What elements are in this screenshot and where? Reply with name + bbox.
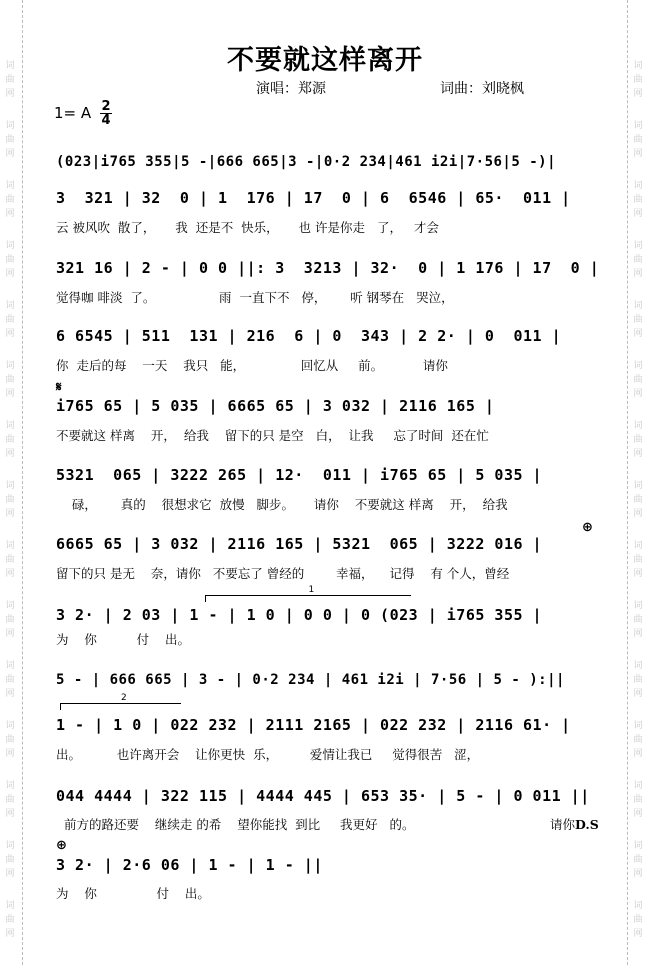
watermark-char: 词 bbox=[633, 661, 643, 671]
notation-row-4: 6 6545 | 511 131 | 216 6 | 0 343 | 2 2· | 0 011 | bbox=[56, 327, 562, 345]
watermark-char: 词 bbox=[5, 901, 15, 911]
notation-row-12: 3 2· | 2·6 06 | 1 - | 1 - || bbox=[56, 856, 323, 874]
second-ending-bracket: 2 bbox=[60, 703, 181, 710]
watermark-char: 网 bbox=[633, 749, 643, 759]
watermark-char: 网 bbox=[5, 929, 15, 939]
watermark-char: 词 bbox=[5, 61, 15, 71]
watermark-char: 网 bbox=[633, 269, 643, 279]
watermark-char: 网 bbox=[633, 209, 643, 219]
ds-lead-lyric: 请你 bbox=[550, 817, 576, 832]
lyric-row-3: 觉得咖 啡淡 了。 雨 一直下不 停， 听 钢琴在 哭泣， bbox=[56, 290, 454, 305]
watermark-char: 词 bbox=[633, 121, 643, 131]
watermark-char: 词 bbox=[633, 721, 643, 731]
watermark-char: 曲 bbox=[633, 195, 643, 205]
watermark-char: 词 bbox=[633, 841, 643, 851]
watermark-char: 词 bbox=[5, 661, 15, 671]
watermark-char: 词 bbox=[5, 301, 15, 311]
watermark-char: 网 bbox=[633, 89, 643, 99]
watermark-char: 网 bbox=[5, 809, 15, 819]
watermark-char: 词 bbox=[5, 541, 15, 551]
watermark-char: 词 bbox=[633, 241, 643, 251]
watermark-char: 曲 bbox=[633, 915, 643, 925]
watermark-char: 网 bbox=[633, 809, 643, 819]
watermark-char: 词 bbox=[5, 361, 15, 371]
notation-row-3: 321 16 | 2 - | 0 0 ||: 3 3213 | 32· 0 | 1 176 | 17 0 | bbox=[56, 259, 600, 277]
watermark-char: 曲 bbox=[5, 795, 15, 805]
time-signature bbox=[100, 100, 112, 127]
watermark-char: 曲 bbox=[5, 495, 15, 505]
watermark-char: 曲 bbox=[5, 255, 15, 265]
watermark-char: 词 bbox=[5, 601, 15, 611]
singer-credit: 演唱：郑源 bbox=[256, 81, 326, 97]
watermark-char: 曲 bbox=[633, 135, 643, 145]
watermark-char: 曲 bbox=[633, 255, 643, 265]
watermark-char: 曲 bbox=[633, 495, 643, 505]
watermark-char: 网 bbox=[5, 509, 15, 519]
coda-sign-1: ⊕ bbox=[582, 520, 593, 535]
notation-row-8: 3 2· | 2 03 | 1 - | 1 0 | 0 0 | 0 (023 | i765 355 | bbox=[56, 606, 543, 624]
left-border bbox=[22, 0, 23, 965]
watermark-char: 词 bbox=[5, 481, 15, 491]
watermark-char: 网 bbox=[5, 749, 15, 759]
watermark-char: 曲 bbox=[633, 795, 643, 805]
watermark-char: 网 bbox=[5, 569, 15, 579]
first-ending-bracket: 1 bbox=[205, 595, 411, 602]
lyric-row-12: 为 你 付 出。 bbox=[56, 886, 210, 901]
notation-row-6: 5321 065 | 3222 265 | 12· 011 | i765 65 | 5 035 | bbox=[56, 466, 543, 484]
watermark-char: 曲 bbox=[633, 375, 643, 385]
watermark-char: 曲 bbox=[5, 195, 15, 205]
lyric-row-7: 留下的只 是无 奈，请你 不要忘了 曾经的 幸福， 记得 有 个人，曾经 bbox=[56, 566, 510, 581]
watermark-char: 词 bbox=[633, 481, 643, 491]
watermark-char: 曲 bbox=[633, 615, 643, 625]
notation-row-5: i765 65 | 5 035 | 6665 65 | 3 032 | 2116 165 | bbox=[56, 397, 495, 415]
watermark-char: 网 bbox=[5, 689, 15, 699]
segno-sign: 𝄋 bbox=[56, 380, 62, 395]
watermark-char: 网 bbox=[5, 389, 15, 399]
watermark-char: 词 bbox=[633, 901, 643, 911]
lyric-row-8: 为 你 付 出。 bbox=[56, 632, 191, 647]
watermark-char: 网 bbox=[633, 689, 643, 699]
watermark-char: 词 bbox=[633, 541, 643, 551]
writer-credit: 词曲：刘晓枫 bbox=[440, 81, 524, 97]
watermark-char: 词 bbox=[5, 421, 15, 431]
watermark-char: 词 bbox=[5, 121, 15, 131]
watermark-char: 网 bbox=[633, 569, 643, 579]
lyric-row-2: 云 被风吹 散了， 我 还是不 快乐， 也 许是你走 了， 才会 bbox=[56, 220, 439, 235]
watermark-char: 曲 bbox=[5, 75, 15, 85]
watermark-char: 词 bbox=[5, 241, 15, 251]
watermark-char: 网 bbox=[633, 929, 643, 939]
watermark-char: 词 bbox=[5, 721, 15, 731]
watermark-char: 词 bbox=[5, 781, 15, 791]
watermark-char: 词 bbox=[5, 841, 15, 851]
watermark-char: 网 bbox=[5, 329, 15, 339]
time-signature-bottom: 4 bbox=[101, 113, 111, 128]
watermark-char: 网 bbox=[5, 209, 15, 219]
notation-row-7: 6665 65 | 3 032 | 2116 165 | 5321 065 | 3222 016 | bbox=[56, 535, 543, 553]
notation-row-11: 044 4444 | 322 115 | 4444 445 | 653 35· | 5 - | 0 011 || bbox=[56, 787, 590, 805]
watermark-char: 词 bbox=[5, 181, 15, 191]
watermark-char: 网 bbox=[5, 869, 15, 879]
lyric-row-6: 碌， 真的 很想求它 放慢 脚步。 请你 不要就这 样离 开， 给我 bbox=[56, 497, 508, 512]
watermark-char: 网 bbox=[5, 89, 15, 99]
watermark-char: 曲 bbox=[5, 315, 15, 325]
ds-label: D.S bbox=[575, 817, 599, 832]
watermark-char: 曲 bbox=[633, 855, 643, 865]
watermark-char: 曲 bbox=[633, 315, 643, 325]
lyric-row-11: 前方的路还要 继续走 的希 望你能找 到比 我更好 的。 bbox=[56, 817, 415, 832]
key-signature: 1= A bbox=[54, 104, 92, 122]
watermark-char: 曲 bbox=[5, 135, 15, 145]
watermark-char: 词 bbox=[633, 781, 643, 791]
watermark-char: 曲 bbox=[633, 75, 643, 85]
watermark-char: 曲 bbox=[633, 735, 643, 745]
watermark-char: 网 bbox=[633, 329, 643, 339]
watermark-char: 词 bbox=[633, 601, 643, 611]
watermark-char: 词 bbox=[633, 421, 643, 431]
coda-sign-2: ⊕ bbox=[56, 838, 67, 853]
watermark-char: 网 bbox=[633, 149, 643, 159]
watermark-char: 曲 bbox=[5, 435, 15, 445]
time-signature-top: 2 bbox=[101, 99, 111, 114]
watermark-char: 网 bbox=[5, 269, 15, 279]
watermark-char: 网 bbox=[633, 629, 643, 639]
watermark-char: 曲 bbox=[5, 555, 15, 565]
right-border bbox=[627, 0, 628, 965]
watermark-char: 曲 bbox=[633, 675, 643, 685]
watermark-char: 曲 bbox=[5, 675, 15, 685]
lyric-row-5: 不要就这 样离 开， 给我 留下的只 是空 白， 让我 忘了时间 还在忙 bbox=[56, 428, 489, 443]
watermark-char: 网 bbox=[5, 449, 15, 459]
watermark-char: 曲 bbox=[5, 855, 15, 865]
watermark-char: 曲 bbox=[5, 615, 15, 625]
notation-row-9: 5 - | 666 665 | 3 - | 0·2 234 | 461 i2i | 7·56 | 5 - ):|| bbox=[56, 672, 565, 688]
watermark-char: 网 bbox=[633, 449, 643, 459]
dal-segno-marking bbox=[550, 815, 599, 833]
lyric-row-4: 你 走后的每 一天 我只 能， 回忆从 前。 请你 bbox=[56, 358, 448, 373]
watermark-char: 网 bbox=[633, 389, 643, 399]
notation-row-10: 1 - | 1 0 | 022 232 | 2111 2165 | 022 232 | 2116 61· | bbox=[56, 716, 571, 734]
notation-row-2: 3 321 | 32 0 | 1 176 | 17 0 | 6 6546 | 65· 011 | bbox=[56, 189, 571, 207]
watermark-char: 词 bbox=[633, 181, 643, 191]
watermark-char: 曲 bbox=[5, 735, 15, 745]
watermark-char: 曲 bbox=[633, 555, 643, 565]
watermark-char: 网 bbox=[633, 869, 643, 879]
watermark-char: 词 bbox=[633, 361, 643, 371]
notation-row-1: (023|i765 355|5 -|666 665|3 -|0·2 234|461 i2i|7·56|5 -)| bbox=[56, 154, 557, 170]
watermark-char: 网 bbox=[5, 149, 15, 159]
watermark-char: 网 bbox=[5, 629, 15, 639]
watermark-char: 曲 bbox=[633, 435, 643, 445]
song-title: 不要就这样离开 bbox=[227, 45, 423, 76]
watermark-char: 曲 bbox=[5, 375, 15, 385]
watermark-char: 曲 bbox=[5, 915, 15, 925]
watermark-char: 词 bbox=[633, 301, 643, 311]
lyric-row-10: 出。 也许离开会 让你更快 乐， 爱情让我已 觉得很苦 涩， bbox=[56, 747, 480, 762]
watermark-char: 词 bbox=[633, 61, 643, 71]
watermark-char: 网 bbox=[633, 509, 643, 519]
